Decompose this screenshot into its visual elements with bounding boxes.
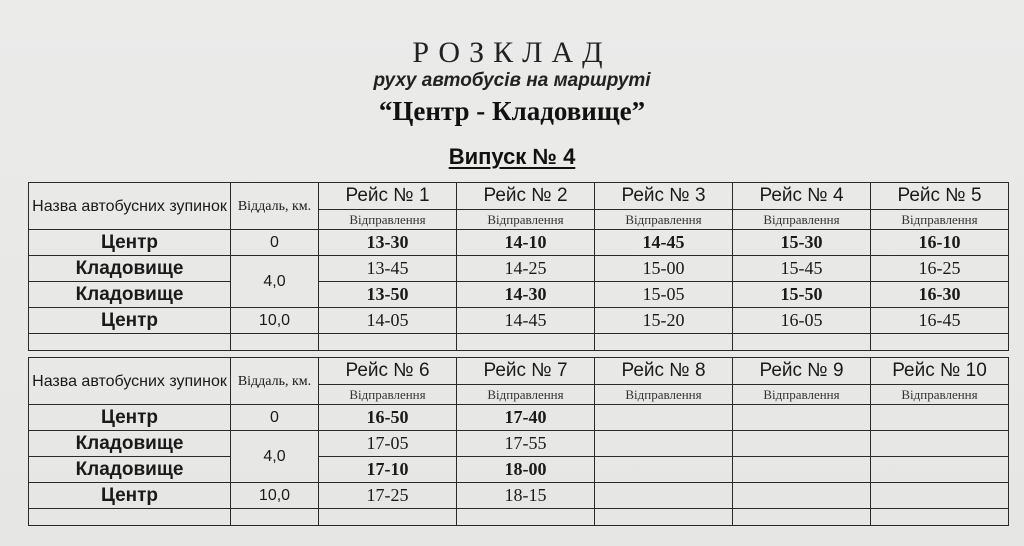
stop-distance: 10,0 (231, 483, 319, 509)
issue-number (0, 144, 1024, 170)
stop-name: Кладовище (29, 256, 231, 282)
departure-time (871, 457, 1009, 483)
stop-name-header: Назва автобусних зупинок (29, 358, 231, 405)
table-row (29, 483, 1009, 509)
table-row (29, 256, 1009, 282)
stop-distance: 4,0 (231, 256, 319, 308)
departure-time: 16-30 (871, 282, 1009, 308)
departure-time: 15-00 (595, 256, 733, 282)
departure-time: 17-40 (457, 405, 595, 431)
stop-distance: 10,0 (231, 308, 319, 334)
table-row (29, 431, 1009, 457)
departure-subheader: Відправлення (319, 210, 457, 230)
departure-time: 16-10 (871, 230, 1009, 256)
table-row (29, 230, 1009, 256)
stop-distance: 0 (231, 230, 319, 256)
departure-time: 14-45 (457, 308, 595, 334)
blank-row (29, 509, 1009, 526)
departure-time: 15-05 (595, 282, 733, 308)
departure-time: 16-45 (871, 308, 1009, 334)
departure-time: 16-05 (733, 308, 871, 334)
departure-time: 17-10 (319, 457, 457, 483)
departure-time (871, 405, 1009, 431)
blank-row (29, 334, 1009, 351)
departure-time: 14-45 (595, 230, 733, 256)
departure-subheader: Відправлення (871, 210, 1009, 230)
stop-name-header: Назва автобусних зупинок (29, 183, 231, 230)
departure-time (871, 431, 1009, 457)
departure-time: 16-50 (319, 405, 457, 431)
departure-time: 14-05 (319, 308, 457, 334)
trip-header: Рейс № 10 (871, 358, 1009, 385)
page-title: РОЗКЛАД (412, 36, 612, 69)
departure-time: 16-25 (871, 256, 1009, 282)
departure-time: 15-20 (595, 308, 733, 334)
stop-name: Центр (29, 405, 231, 431)
stop-name: Кладовище (29, 457, 231, 483)
departure-time: 18-15 (457, 483, 595, 509)
schedule-table-1 (28, 182, 1009, 351)
trip-header: Рейс № 9 (733, 358, 871, 385)
departure-time: 18-00 (457, 457, 595, 483)
departure-time (595, 457, 733, 483)
departure-time (733, 405, 871, 431)
departure-time (871, 483, 1009, 509)
trip-header: Рейс № 6 (319, 358, 457, 385)
departure-subheader: Відправлення (595, 385, 733, 405)
trip-header: Рейс № 5 (871, 183, 1009, 210)
departure-time: 17-55 (457, 431, 595, 457)
stop-name: Центр (29, 230, 231, 256)
departure-time: 15-50 (733, 282, 871, 308)
departure-time: 17-05 (319, 431, 457, 457)
departure-time: 14-10 (457, 230, 595, 256)
distance-header: Віддаль, км. (231, 358, 319, 405)
departure-time (595, 431, 733, 457)
departure-time (595, 405, 733, 431)
departure-time: 17-25 (319, 483, 457, 509)
stop-name: Кладовище (29, 282, 231, 308)
stop-name: Центр (29, 483, 231, 509)
trip-header: Рейс № 8 (595, 358, 733, 385)
page-subtitle: руху автобусів на маршруті (373, 70, 651, 91)
stop-name: Центр (29, 308, 231, 334)
table-row (29, 457, 1009, 483)
departure-time (595, 483, 733, 509)
departure-time: 14-25 (457, 256, 595, 282)
stop-name: Кладовище (29, 431, 231, 457)
departure-time (733, 483, 871, 509)
departure-subheader: Відправлення (871, 385, 1009, 405)
table-row (29, 282, 1009, 308)
table-row (29, 308, 1009, 334)
departure-subheader: Відправлення (457, 210, 595, 230)
departure-time: 15-45 (733, 256, 871, 282)
stop-distance: 4,0 (231, 431, 319, 483)
trip-header: Рейс № 2 (457, 183, 595, 210)
departure-time: 13-30 (319, 230, 457, 256)
distance-header: Віддаль, км. (231, 183, 319, 230)
trip-header: Рейс № 3 (595, 183, 733, 210)
stop-distance: 0 (231, 405, 319, 431)
departure-time (733, 457, 871, 483)
schedule-table-2 (28, 357, 1009, 526)
departure-time: 15-30 (733, 230, 871, 256)
departure-subheader: Відправлення (319, 385, 457, 405)
departure-subheader: Відправлення (733, 385, 871, 405)
departure-subheader: Відправлення (733, 210, 871, 230)
issue-label: Випуск № 4 (448, 144, 576, 169)
departure-subheader: Відправлення (457, 385, 595, 405)
trip-header: Рейс № 1 (319, 183, 457, 210)
departure-time: 14-30 (457, 282, 595, 308)
departure-subheader: Відправлення (595, 210, 733, 230)
trip-header: Рейс № 4 (733, 183, 871, 210)
table-row (29, 405, 1009, 431)
route-name: “Центр - Кладовище” (378, 96, 646, 126)
departure-time (733, 431, 871, 457)
departure-time: 13-50 (319, 282, 457, 308)
trip-header: Рейс № 7 (457, 358, 595, 385)
departure-time: 13-45 (319, 256, 457, 282)
